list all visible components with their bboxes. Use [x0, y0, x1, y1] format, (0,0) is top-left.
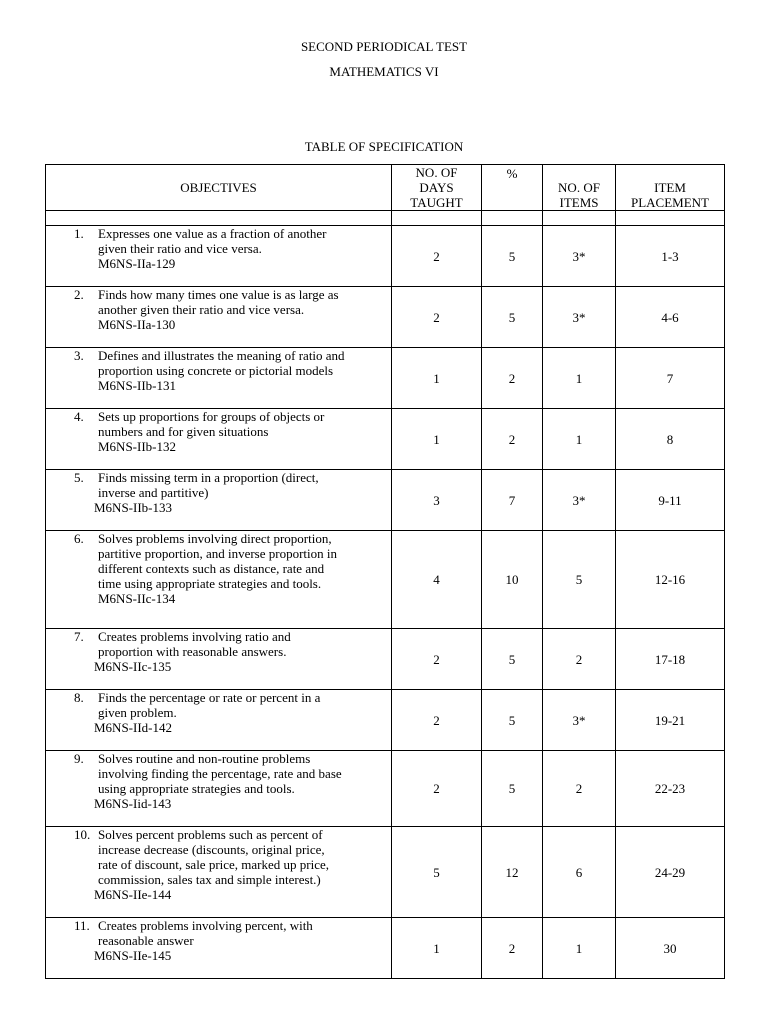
table-row [46, 409, 725, 470]
percent-cell: 5 [482, 226, 543, 287]
items-cell: 3* [543, 287, 616, 348]
percent-cell: 7 [482, 470, 543, 531]
objective-text-line: partitive proportion, and inverse proportion in [98, 546, 338, 561]
competency-code: M6NS-IIc-135 [94, 659, 172, 674]
table-row [46, 531, 725, 629]
placement-cell: 9-11 [616, 470, 725, 531]
competency-code: M6NS-IIa-130 [98, 317, 176, 332]
objective-cell [46, 751, 392, 827]
days-header-line: DAYS [419, 180, 454, 195]
days-header-line: NO. OF [415, 165, 458, 180]
table-title: TABLE OF SPECIFICATION [304, 139, 464, 154]
items-header [543, 165, 616, 211]
objective-cell [46, 629, 392, 690]
objectives-header: OBJECTIVES [46, 165, 392, 211]
table-row [46, 226, 725, 287]
percent-cell: 2 [482, 348, 543, 409]
objective-text-line: given their ratio and vice versa. [98, 241, 262, 256]
table-row [46, 470, 725, 531]
objective-text-line: time using appropriate strategies and tools. [98, 576, 322, 591]
objective-text-line: Solves routine and non-routine problems [98, 751, 311, 766]
competency-code: M6NS-IIb-132 [98, 439, 176, 454]
days-taught-cell: 2 [392, 287, 482, 348]
objective-text-line: increase decrease (discounts, original price, [98, 842, 325, 857]
objective-number: 3. [74, 348, 84, 363]
placement-header-line: ITEM [654, 179, 686, 195]
objective-number: 9. [74, 751, 84, 766]
competency-code: M6NS-IIe-144 [94, 887, 172, 902]
objective-cell [46, 690, 392, 751]
items-cell: 6 [543, 827, 616, 918]
percent-cell: 5 [482, 690, 543, 751]
items-cell: 3* [543, 690, 616, 751]
placement-cell: 17-18 [616, 629, 725, 690]
table-row [46, 348, 725, 409]
objective-cell [46, 918, 392, 979]
placement-cell: 1-3 [616, 226, 725, 287]
days-taught-cell: 5 [392, 827, 482, 918]
table-row [46, 827, 725, 918]
objective-cell [46, 470, 392, 531]
objective-number: 10. [74, 827, 91, 842]
items-header-line: NO. OF [558, 179, 600, 195]
specification-table [45, 164, 725, 979]
objective-text-line: Sets up proportions for groups of objects or [98, 409, 325, 424]
objective-text-line: inverse and partitive) [98, 485, 209, 500]
competency-code: M6NS-IIb-131 [98, 378, 176, 393]
competency-code: M6NS-IIe-145 [94, 948, 172, 963]
days-taught-cell: 2 [392, 226, 482, 287]
items-cell: 3* [543, 470, 616, 531]
placement-cell: 30 [616, 918, 725, 979]
objective-number: 7. [74, 629, 84, 644]
percent-cell: 5 [482, 629, 543, 690]
objective-text-line: Finds missing term in a proportion (direct, [98, 470, 319, 485]
days-taught-cell: 3 [392, 470, 482, 531]
table-header-row [46, 165, 725, 211]
placement-cell: 4-6 [616, 287, 725, 348]
objective-number: 2. [74, 287, 84, 302]
percent-header: % [482, 165, 543, 211]
placement-header [616, 165, 725, 211]
items-cell: 3* [543, 226, 616, 287]
objective-cell [46, 531, 392, 629]
items-cell: 1 [543, 409, 616, 470]
table-row [46, 751, 725, 827]
objective-text-line: given problem. [98, 705, 177, 720]
objective-number: 11. [74, 918, 90, 933]
table-row [46, 690, 725, 751]
test-title: SECOND PERIODICAL TEST [300, 39, 468, 54]
placement-cell: 7 [616, 348, 725, 409]
objective-text-line: commission, sales tax and simple interest.) [98, 872, 321, 887]
objective-number: 6. [74, 531, 84, 546]
table-row [46, 918, 725, 979]
objective-text-line: Expresses one value as a fraction of another [98, 226, 327, 241]
objective-text-line: Creates problems involving ratio and [98, 629, 291, 644]
objective-text-line: involving finding the percentage, rate and base [98, 766, 342, 781]
objective-text-line: proportion with reasonable answers. [98, 644, 287, 659]
objective-text-line: Solves problems involving direct proportion, [98, 531, 332, 546]
objective-cell [46, 348, 392, 409]
objective-number: 1. [74, 226, 84, 241]
subject-title: MATHEMATICS VI [329, 64, 439, 79]
days-taught-header [392, 165, 482, 211]
placement-cell: 22-23 [616, 751, 725, 827]
percent-cell: 5 [482, 287, 543, 348]
objective-text-line: proportion using concrete or pictorial models [98, 363, 334, 378]
competency-code: M6NS-IIb-133 [94, 500, 172, 515]
objective-number: 5. [74, 470, 84, 485]
objective-number: 4. [74, 409, 84, 424]
objective-text-line: Creates problems involving percent, with [98, 918, 313, 933]
items-cell: 2 [543, 751, 616, 827]
competency-code: M6NS-Iid-143 [94, 796, 172, 811]
objective-text-line: using appropriate strategies and tools. [98, 781, 295, 796]
objective-text-line: Solves percent problems such as percent of [98, 827, 323, 842]
items-header-line: ITEMS [559, 194, 599, 210]
days-taught-cell: 1 [392, 918, 482, 979]
table-row [46, 287, 725, 348]
placement-cell: 8 [616, 409, 725, 470]
placement-cell: 24-29 [616, 827, 725, 918]
competency-code: M6NS-IId-142 [94, 720, 172, 735]
days-taught-cell: 4 [392, 531, 482, 629]
percent-cell: 2 [482, 409, 543, 470]
objective-text-line: reasonable answer [98, 933, 194, 948]
placement-cell: 12-16 [616, 531, 725, 629]
placement-header-line: PLACEMENT [631, 194, 709, 210]
items-cell: 1 [543, 918, 616, 979]
objective-cell [46, 827, 392, 918]
table-row [46, 629, 725, 690]
competency-code: M6NS-IIc-134 [98, 591, 176, 606]
objective-text-line: another given their ratio and vice versa. [98, 302, 305, 317]
objective-text-line: Finds how many times one value is as large as [98, 287, 339, 302]
objective-text-line: different contexts such as distance, rate and [98, 561, 325, 576]
days-taught-cell: 2 [392, 751, 482, 827]
competency-code: M6NS-IIa-129 [98, 256, 176, 271]
objective-text-line: numbers and for given situations [98, 424, 269, 439]
items-cell: 2 [543, 629, 616, 690]
objective-cell [46, 287, 392, 348]
days-taught-cell: 1 [392, 409, 482, 470]
objective-text-line: Defines and illustrates the meaning of ratio and [98, 348, 345, 363]
objective-text-line: rate of discount, sale price, marked up price, [98, 857, 330, 872]
days-header-line: TAUGHT [410, 195, 463, 210]
items-cell: 1 [543, 348, 616, 409]
percent-cell: 2 [482, 918, 543, 979]
days-taught-cell: 1 [392, 348, 482, 409]
days-taught-cell: 2 [392, 690, 482, 751]
objective-text-line: Finds the percentage or rate or percent in a [98, 690, 321, 705]
percent-cell: 5 [482, 751, 543, 827]
items-cell: 5 [543, 531, 616, 629]
objective-cell [46, 226, 392, 287]
percent-cell: 12 [482, 827, 543, 918]
placement-cell: 19-21 [616, 690, 725, 751]
days-taught-cell: 2 [392, 629, 482, 690]
percent-cell: 10 [482, 531, 543, 629]
objective-cell [46, 409, 392, 470]
objective-number: 8. [74, 690, 84, 705]
header-spacer-row [46, 211, 725, 226]
